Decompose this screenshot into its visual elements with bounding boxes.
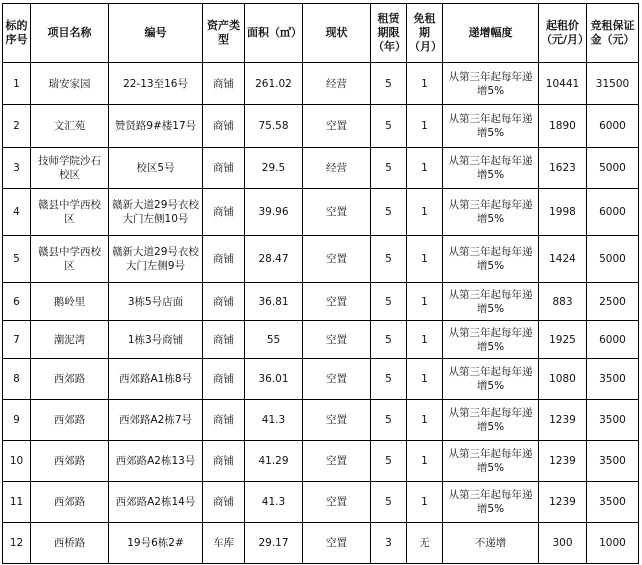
cell-lot-no: 6 [3, 283, 31, 321]
header-code: 编号 [109, 4, 203, 63]
cell-area: 29.5 [245, 148, 303, 189]
cell-project: 赣县中学西校区 [31, 189, 109, 236]
cell-lot-no: 12 [3, 523, 31, 564]
cell-area: 75.58 [245, 105, 303, 148]
cell-deposit: 3500 [587, 359, 639, 400]
cell-lot-no: 10 [3, 441, 31, 482]
cell-project: 西郊路 [31, 482, 109, 523]
cell-code: 赣新大道29号衣校大门左侧9号 [109, 236, 203, 283]
cell-free-period: 1 [407, 359, 443, 400]
cell-start-rent: 1424 [539, 236, 587, 283]
cell-status: 经营 [303, 148, 371, 189]
cell-area: 55 [245, 321, 303, 359]
cell-area: 28.47 [245, 236, 303, 283]
cell-lot-no: 9 [3, 400, 31, 441]
cell-asset-type: 商铺 [203, 482, 245, 523]
cell-free-period: 1 [407, 441, 443, 482]
cell-free-period: 1 [407, 236, 443, 283]
header-deposit: 竞租保证金（元） [587, 4, 639, 63]
table-row [3, 148, 639, 189]
cell-free-period: 1 [407, 400, 443, 441]
cell-project: 赣县中学西校区 [31, 236, 109, 283]
cell-status: 空置 [303, 441, 371, 482]
cell-term: 5 [371, 189, 407, 236]
cell-free-period: 无 [407, 523, 443, 564]
cell-deposit: 5000 [587, 236, 639, 283]
cell-free-period: 1 [407, 189, 443, 236]
table-row [3, 441, 639, 482]
cell-start-rent: 1623 [539, 148, 587, 189]
cell-status: 空置 [303, 482, 371, 523]
cell-asset-type: 商铺 [203, 359, 245, 400]
cell-status: 空置 [303, 105, 371, 148]
cell-area: 41.29 [245, 441, 303, 482]
cell-increase: 从第三年起每年递增5% [443, 482, 539, 523]
cell-project: 潮泥湾 [31, 321, 109, 359]
header-row [3, 4, 639, 63]
cell-code: 3栋5号店面 [109, 283, 203, 321]
cell-area: 261.02 [245, 63, 303, 105]
cell-code: 1栋3号商铺 [109, 321, 203, 359]
cell-lot-no: 8 [3, 359, 31, 400]
cell-term: 5 [371, 321, 407, 359]
cell-lot-no: 3 [3, 148, 31, 189]
cell-area: 41.3 [245, 482, 303, 523]
cell-term: 5 [371, 63, 407, 105]
cell-area: 39.96 [245, 189, 303, 236]
cell-deposit: 3500 [587, 400, 639, 441]
cell-project: 文汇苑 [31, 105, 109, 148]
cell-lot-no: 4 [3, 189, 31, 236]
cell-deposit: 6000 [587, 189, 639, 236]
table-row [3, 482, 639, 523]
cell-asset-type: 商铺 [203, 189, 245, 236]
cell-deposit: 3500 [587, 482, 639, 523]
cell-area: 29.17 [245, 523, 303, 564]
header-asset-type: 资产类型 [203, 4, 245, 63]
cell-start-rent: 1239 [539, 400, 587, 441]
cell-area: 36.81 [245, 283, 303, 321]
cell-start-rent: 10441 [539, 63, 587, 105]
cell-free-period: 1 [407, 321, 443, 359]
cell-code: 19号6栋2# [109, 523, 203, 564]
cell-code: 22-13至16号 [109, 63, 203, 105]
table-row [3, 359, 639, 400]
cell-increase: 从第三年起每年递增5% [443, 321, 539, 359]
cell-deposit: 5000 [587, 148, 639, 189]
cell-code: 赞贤路9#楼17号 [109, 105, 203, 148]
cell-start-rent: 1080 [539, 359, 587, 400]
cell-deposit: 3500 [587, 441, 639, 482]
cell-code: 校区5号 [109, 148, 203, 189]
lease-auction-table [2, 3, 639, 564]
table-row [3, 236, 639, 283]
cell-code: 西郊路A2栋14号 [109, 482, 203, 523]
header-start-rent: 起租价（元/月） [539, 4, 587, 63]
header-area: 面积（㎡） [245, 4, 303, 63]
cell-deposit: 6000 [587, 105, 639, 148]
cell-free-period: 1 [407, 283, 443, 321]
cell-project: 技师学院沙石校区 [31, 148, 109, 189]
cell-project: 西郊路 [31, 359, 109, 400]
cell-start-rent: 1998 [539, 189, 587, 236]
header-status: 现状 [303, 4, 371, 63]
table-row [3, 400, 639, 441]
cell-increase: 从第三年起每年递增5% [443, 105, 539, 148]
cell-free-period: 1 [407, 482, 443, 523]
cell-increase: 从第三年起每年递增5% [443, 359, 539, 400]
cell-status: 经营 [303, 63, 371, 105]
cell-start-rent: 1925 [539, 321, 587, 359]
cell-area: 36.01 [245, 359, 303, 400]
cell-project: 西桥路 [31, 523, 109, 564]
cell-term: 5 [371, 283, 407, 321]
cell-free-period: 1 [407, 148, 443, 189]
cell-status: 空置 [303, 523, 371, 564]
cell-project: 西郊路 [31, 400, 109, 441]
table-row [3, 321, 639, 359]
cell-lot-no: 1 [3, 63, 31, 105]
cell-term: 5 [371, 148, 407, 189]
table-row [3, 283, 639, 321]
cell-code: 赣新大道29号衣校大门左侧10号 [109, 189, 203, 236]
cell-lot-no: 11 [3, 482, 31, 523]
cell-start-rent: 1239 [539, 441, 587, 482]
table-row [3, 189, 639, 236]
cell-increase: 从第三年起每年递增5% [443, 189, 539, 236]
cell-project: 西郊路 [31, 441, 109, 482]
cell-increase: 从第三年起每年递增5% [443, 283, 539, 321]
cell-asset-type: 商铺 [203, 283, 245, 321]
header-term: 租赁期限（年） [371, 4, 407, 63]
cell-term: 5 [371, 359, 407, 400]
cell-start-rent: 1239 [539, 482, 587, 523]
header-free-period: 免租期（月） [407, 4, 443, 63]
cell-start-rent: 1890 [539, 105, 587, 148]
cell-increase: 从第三年起每年递增5% [443, 236, 539, 283]
cell-term: 5 [371, 482, 407, 523]
header-lot-no: 标的序号 [3, 4, 31, 63]
cell-status: 空置 [303, 283, 371, 321]
header-project: 项目名称 [31, 4, 109, 63]
cell-deposit: 31500 [587, 63, 639, 105]
cell-lot-no: 2 [3, 105, 31, 148]
cell-increase: 从第三年起每年递增5% [443, 148, 539, 189]
table-row [3, 105, 639, 148]
cell-asset-type: 商铺 [203, 441, 245, 482]
cell-area: 41.3 [245, 400, 303, 441]
cell-free-period: 1 [407, 63, 443, 105]
cell-asset-type: 商铺 [203, 105, 245, 148]
cell-lot-no: 7 [3, 321, 31, 359]
cell-asset-type: 商铺 [203, 236, 245, 283]
cell-term: 5 [371, 400, 407, 441]
cell-free-period: 1 [407, 105, 443, 148]
cell-code: 西郊路A2栋13号 [109, 441, 203, 482]
cell-status: 空置 [303, 189, 371, 236]
cell-start-rent: 883 [539, 283, 587, 321]
cell-lot-no: 5 [3, 236, 31, 283]
cell-term: 3 [371, 523, 407, 564]
cell-project: 鹅岭里 [31, 283, 109, 321]
cell-status: 空置 [303, 321, 371, 359]
cell-status: 空置 [303, 400, 371, 441]
cell-asset-type: 商铺 [203, 63, 245, 105]
cell-increase: 从第三年起每年递增5% [443, 400, 539, 441]
table-row [3, 63, 639, 105]
cell-increase: 不递增 [443, 523, 539, 564]
cell-status: 空置 [303, 359, 371, 400]
table-row [3, 523, 639, 564]
cell-asset-type: 商铺 [203, 321, 245, 359]
cell-asset-type: 商铺 [203, 400, 245, 441]
cell-term: 5 [371, 441, 407, 482]
cell-code: 西郊路A2栋7号 [109, 400, 203, 441]
cell-deposit: 1000 [587, 523, 639, 564]
cell-term: 5 [371, 105, 407, 148]
cell-code: 西郊路A1栋8号 [109, 359, 203, 400]
header-increase: 递增幅度 [443, 4, 539, 63]
cell-project: 瑞安家园 [31, 63, 109, 105]
cell-asset-type: 车库 [203, 523, 245, 564]
cell-term: 5 [371, 236, 407, 283]
cell-deposit: 2500 [587, 283, 639, 321]
cell-increase: 从第三年起每年递增5% [443, 63, 539, 105]
cell-asset-type: 商铺 [203, 148, 245, 189]
cell-status: 空置 [303, 236, 371, 283]
cell-increase: 从第三年起每年递增5% [443, 441, 539, 482]
cell-start-rent: 300 [539, 523, 587, 564]
cell-deposit: 6000 [587, 321, 639, 359]
